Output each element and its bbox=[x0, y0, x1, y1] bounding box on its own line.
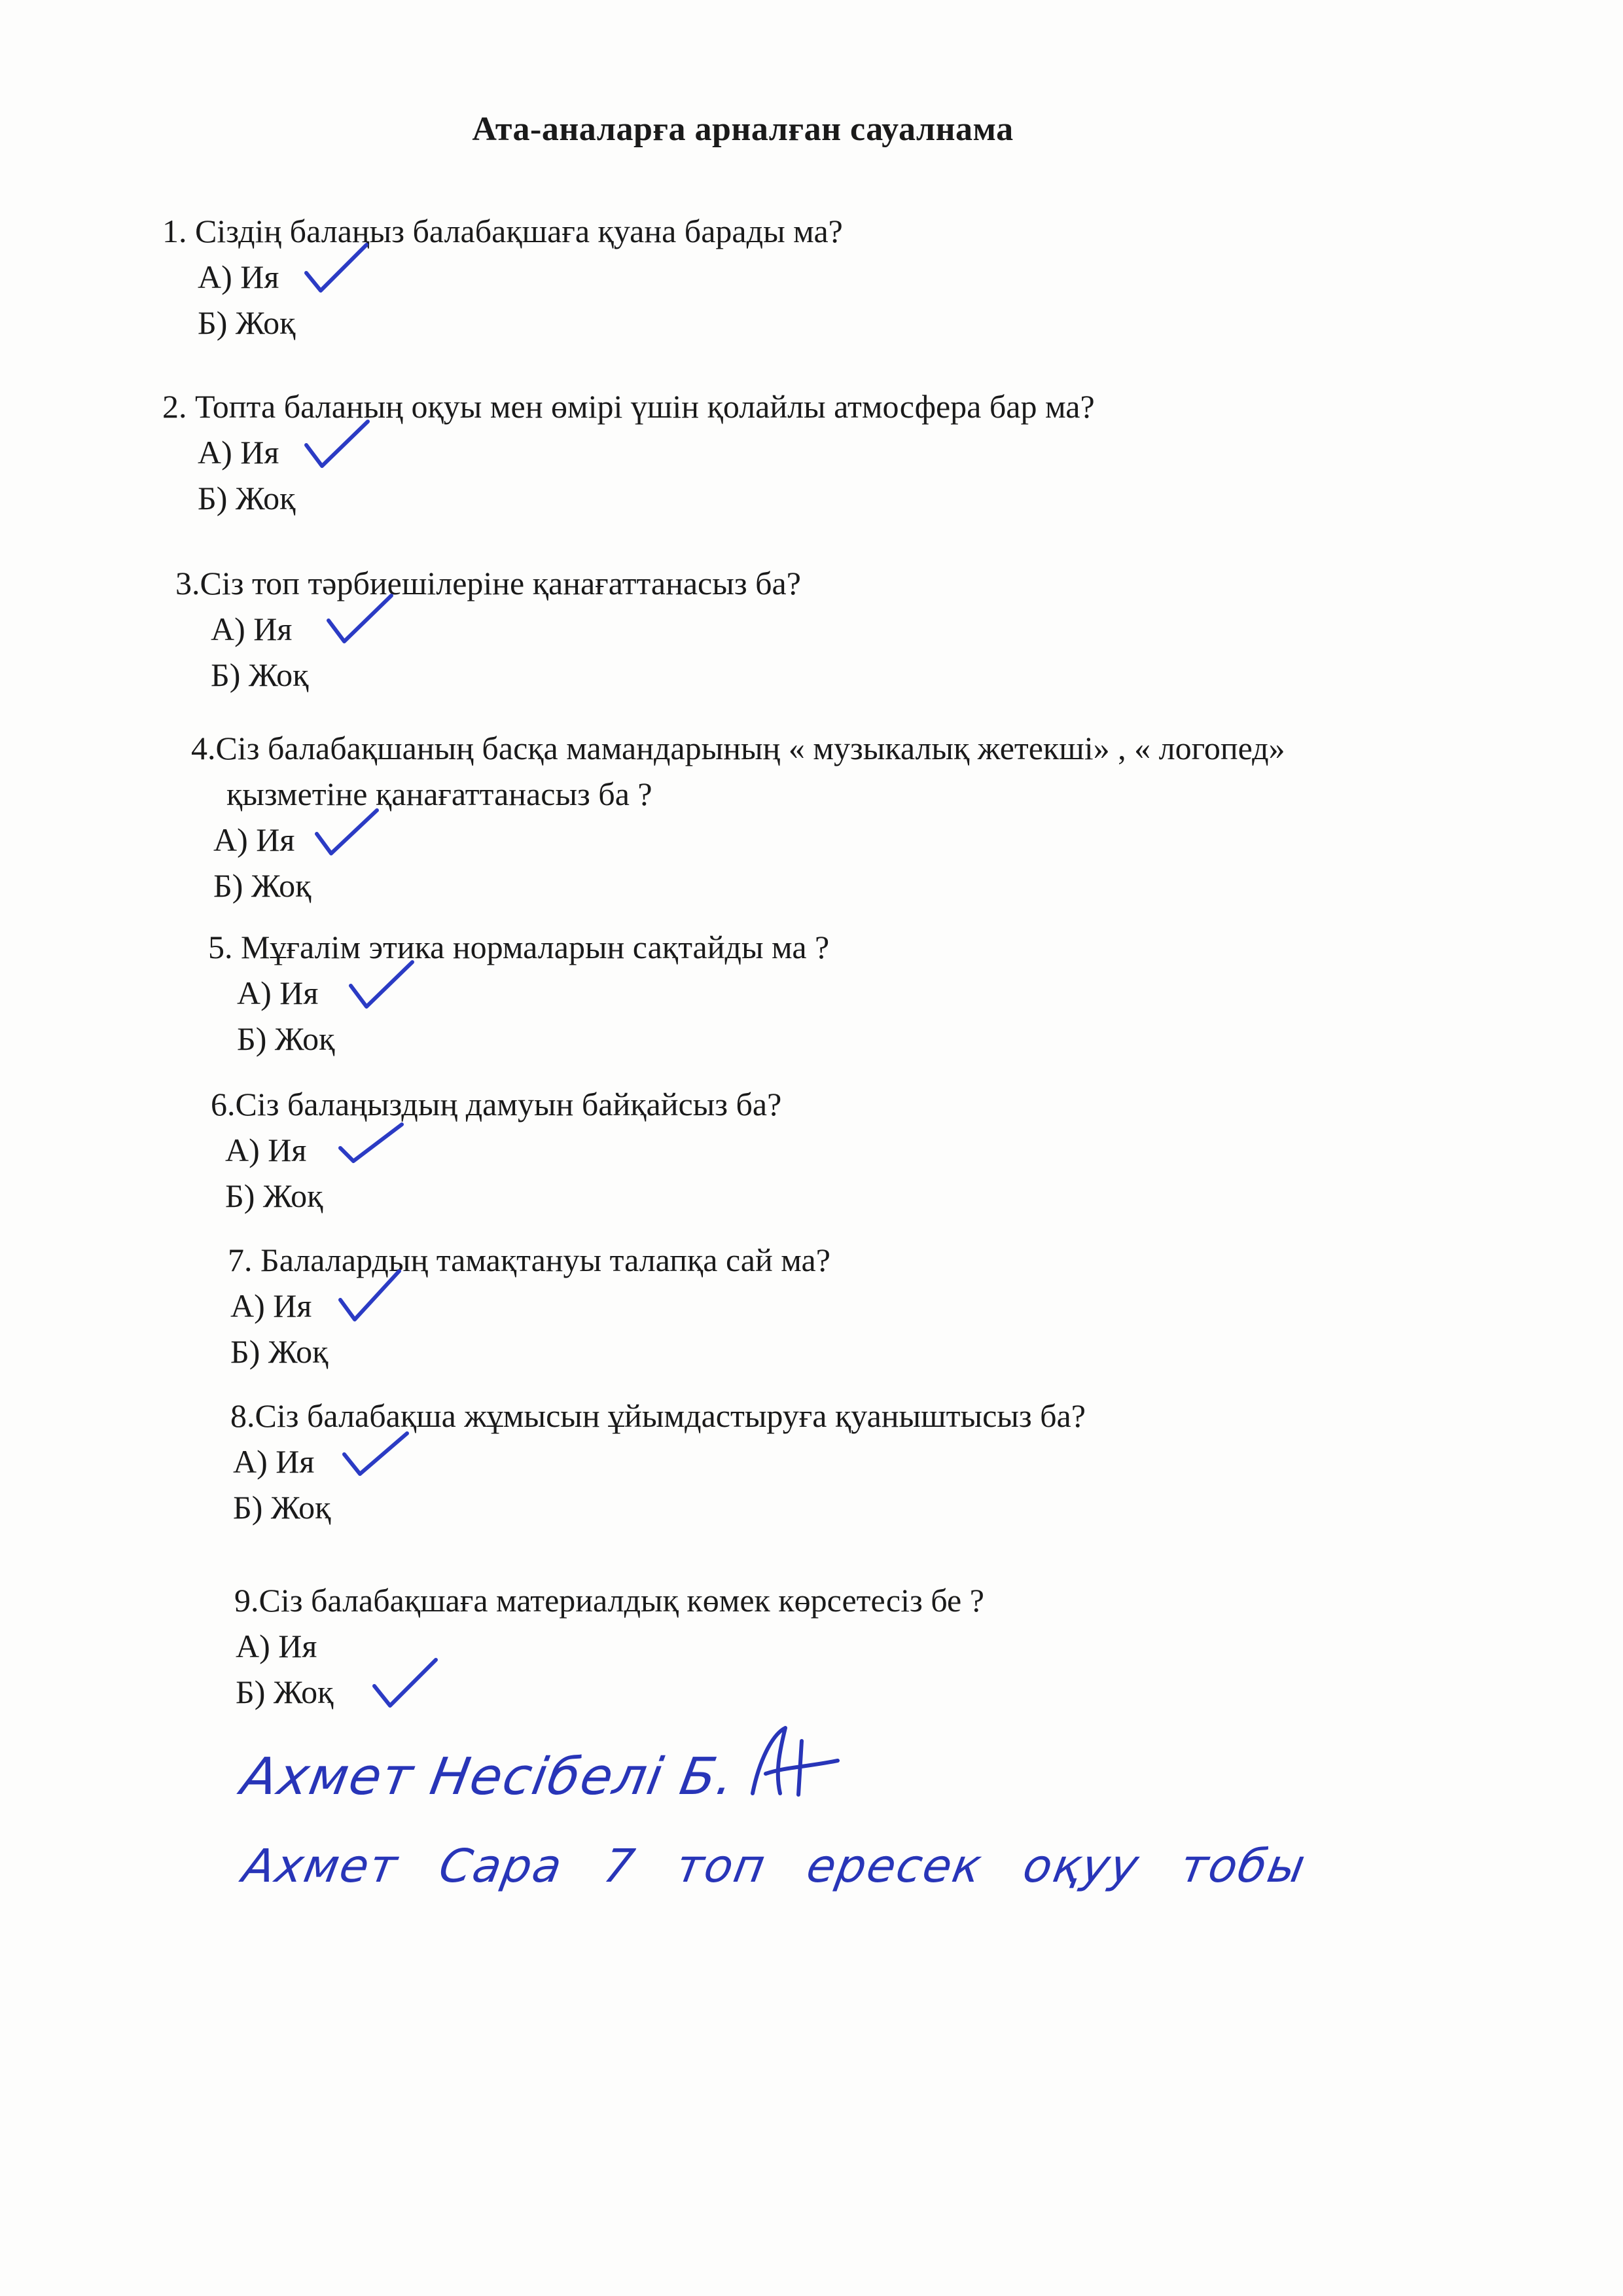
option-label: А) Ия bbox=[211, 611, 293, 647]
option-yes[interactable] bbox=[225, 1127, 781, 1173]
checkmark-icon bbox=[323, 589, 395, 655]
option-yes[interactable] bbox=[211, 606, 801, 652]
checkmark-icon bbox=[369, 1652, 441, 1717]
question-text: 1. Сіздің балаңыз балабақшаға қуана барады ма? bbox=[162, 213, 843, 249]
question-6 bbox=[211, 1081, 781, 1219]
question-text: 6.Сіз балаңыздың дамуын байқайсыз ба? bbox=[211, 1086, 782, 1122]
question-7 bbox=[228, 1237, 830, 1374]
option-no[interactable] bbox=[237, 1016, 829, 1062]
option-label: А) Ия bbox=[237, 975, 319, 1011]
question-text: 2. Топта баланың оқуы мен өмірі үшін қолайлы атмосфера бар ма? bbox=[162, 388, 1095, 425]
option-no[interactable] bbox=[236, 1669, 984, 1715]
checkmark-icon bbox=[335, 1266, 407, 1331]
option-yes[interactable] bbox=[198, 429, 1095, 475]
option-label: Б) Жоқ bbox=[198, 304, 296, 341]
option-no[interactable] bbox=[198, 300, 843, 346]
option-label: Б) Жоқ bbox=[233, 1489, 331, 1526]
question-5 bbox=[208, 924, 829, 1062]
option-no[interactable] bbox=[230, 1329, 830, 1374]
option-label: А) Ия bbox=[236, 1628, 317, 1664]
question-text: 4.Сіз балабақшаның басқа мамандарының « музыкалық жетекші» , « логопед» bbox=[191, 730, 1285, 766]
option-label: Б) Жоқ bbox=[211, 656, 309, 693]
checkmark-icon bbox=[334, 1110, 406, 1175]
handwritten-child-info: Ахмет Сара 7 топ ересек оқуу тобы bbox=[238, 1839, 1311, 1893]
option-yes[interactable] bbox=[233, 1439, 1086, 1484]
option-yes[interactable] bbox=[198, 254, 843, 300]
option-label: Б) Жоқ bbox=[225, 1177, 323, 1214]
option-no[interactable] bbox=[233, 1484, 1086, 1530]
question-4 bbox=[191, 725, 1285, 908]
checkmark-icon bbox=[312, 800, 383, 865]
option-label: Б) Жоқ bbox=[237, 1020, 335, 1057]
checkmark-icon bbox=[346, 953, 418, 1018]
survey-title: Ата-аналарға арналған сауалнама bbox=[472, 111, 1014, 148]
signature-scribble-icon bbox=[740, 1721, 844, 1806]
question-text: 8.Сіз балабақша жұмысын ұйымдастыруға қуаныштысыз ба? bbox=[230, 1397, 1086, 1434]
option-label: А) Ия bbox=[213, 821, 295, 858]
option-no[interactable] bbox=[213, 863, 1285, 908]
question-text: 9.Сіз балабақшаға материалдық көмек көрсетесіз бе ? bbox=[234, 1582, 984, 1619]
option-yes[interactable] bbox=[236, 1623, 984, 1669]
option-label: Б) Жоқ bbox=[236, 1674, 334, 1710]
question-2 bbox=[162, 384, 1095, 521]
question-text-continuation: қызметіне қанағаттанасыз ба ? bbox=[226, 776, 652, 812]
handwritten-parent-name: Ахмет Несібелі Б. bbox=[237, 1748, 740, 1806]
question-text: 3.Сіз топ тәрбиешілеріне қанағаттанасыз ба? bbox=[175, 565, 801, 601]
option-label: А) Ия bbox=[233, 1443, 315, 1480]
checkmark-icon bbox=[301, 237, 373, 302]
option-label: Б) Жоқ bbox=[198, 480, 296, 516]
option-label: Б) Жоқ bbox=[213, 867, 312, 904]
question-text: 7. Балалардың тамақтануы талапқа сай ма? bbox=[228, 1242, 830, 1278]
checkmark-icon bbox=[339, 1422, 411, 1487]
question-3 bbox=[175, 560, 801, 698]
option-no[interactable] bbox=[225, 1173, 781, 1219]
option-label: А) Ия bbox=[198, 259, 279, 295]
question-1 bbox=[162, 208, 843, 346]
option-yes[interactable] bbox=[237, 970, 829, 1016]
question-9 bbox=[234, 1577, 984, 1715]
checkmark-icon bbox=[301, 412, 373, 478]
question-text: 5. Мұғалім этика нормаларын сақтайды ма ? bbox=[208, 929, 830, 965]
option-yes[interactable] bbox=[213, 817, 1285, 863]
option-label: А) Ия bbox=[198, 434, 279, 471]
option-label: А) Ия bbox=[225, 1132, 307, 1168]
option-label: Б) Жоқ bbox=[230, 1333, 329, 1370]
option-no[interactable] bbox=[211, 652, 801, 698]
option-yes[interactable] bbox=[230, 1283, 830, 1329]
option-label: А) Ия bbox=[230, 1287, 312, 1324]
option-no[interactable] bbox=[198, 475, 1095, 521]
question-8 bbox=[230, 1393, 1086, 1530]
